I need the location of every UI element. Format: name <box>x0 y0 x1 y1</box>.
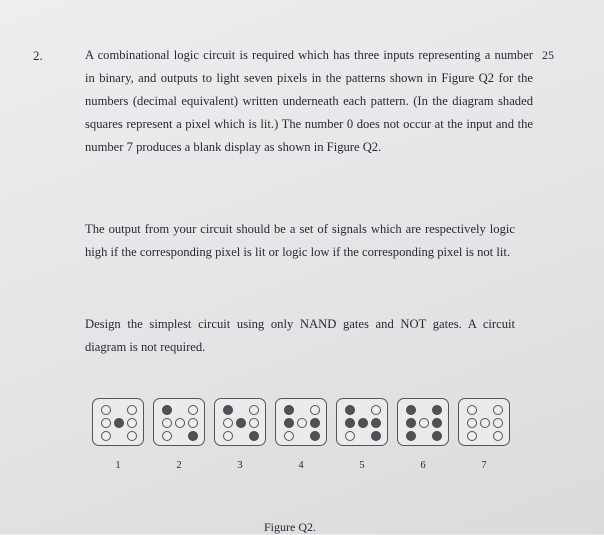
pixel-unlit <box>493 418 503 428</box>
pixel-unlit <box>223 418 233 428</box>
pattern-label: 3 <box>237 460 243 471</box>
pattern-label: 7 <box>481 460 487 471</box>
figure-caption: Figure Q2. <box>264 520 316 534</box>
pixel-lit <box>371 418 381 428</box>
pixel-unlit <box>467 431 477 441</box>
pixel-lit <box>345 405 355 415</box>
pixel-unlit <box>127 405 137 415</box>
pixel-lit <box>310 418 320 428</box>
pixel-unlit <box>467 418 477 428</box>
pixel-unlit <box>310 405 320 415</box>
pixel-unlit <box>162 418 172 428</box>
pixel-lit <box>236 418 246 428</box>
pixel-lit <box>223 405 233 415</box>
pattern-cell <box>92 398 144 446</box>
pixel-lit <box>432 418 442 428</box>
pixel-unlit <box>223 431 233 441</box>
pixel-unlit <box>493 431 503 441</box>
marks: 25 <box>542 48 554 62</box>
pattern-cell <box>214 398 266 446</box>
pattern-cell <box>275 398 327 446</box>
pixel-unlit <box>101 418 111 428</box>
pixel-unlit <box>101 431 111 441</box>
pattern-label: 2 <box>176 460 182 471</box>
pixel-unlit <box>175 418 185 428</box>
pixel-lit <box>249 431 259 441</box>
pattern-label: 1 <box>115 460 121 471</box>
pattern-label: 4 <box>298 460 304 471</box>
pixel-lit <box>284 405 294 415</box>
paragraph-1: A combinational logic circuit is required which has three inputs representing a number in binary, and outputs to light seven pixels in the patterns shown in Figure Q2 for the numbers (decimal equivalent) written underneath each pattern. (In the diagram shaded squares represent a pixel which is lit.) The number 0 does not occur at the input and the number 7 produces a blank display as shown in Figure Q2. <box>85 48 533 154</box>
paragraph-3: Design the simplest circuit using only NAND gates and NOT gates. A circuit diagram is not required. <box>85 317 515 354</box>
pixel-lit <box>358 418 368 428</box>
pattern-label: 5 <box>359 460 365 471</box>
pixel-lit <box>406 431 416 441</box>
pixel-unlit <box>345 431 355 441</box>
pixel-lit <box>406 418 416 428</box>
pixel-lit <box>371 431 381 441</box>
pixel-unlit <box>188 418 198 428</box>
pixel-unlit <box>127 418 137 428</box>
pixel-lit <box>345 418 355 428</box>
pixel-lit <box>188 431 198 441</box>
pixel-unlit <box>162 431 172 441</box>
pixel-unlit <box>127 431 137 441</box>
pixel-lit <box>284 418 294 428</box>
pixel-lit <box>310 431 320 441</box>
pixel-unlit <box>419 418 429 428</box>
pattern-cell <box>336 398 388 446</box>
pixel-unlit <box>284 431 294 441</box>
pixel-unlit <box>297 418 307 428</box>
pattern-cell <box>458 398 510 446</box>
pixel-lit <box>162 405 172 415</box>
question-number: 2. <box>33 48 43 63</box>
paragraph-2: The output from your circuit should be a set of signals which are respectively logic high if the corresponding pixel is lit or logic low if the corresponding pixel is not lit. <box>85 222 515 259</box>
pixel-lit <box>114 418 124 428</box>
pixel-unlit <box>371 405 381 415</box>
pixel-unlit <box>480 418 490 428</box>
pixel-unlit <box>101 405 111 415</box>
pixel-unlit <box>493 405 503 415</box>
pixel-unlit <box>188 405 198 415</box>
pixel-lit <box>432 431 442 441</box>
pattern-cell <box>397 398 449 446</box>
pixel-unlit <box>249 405 259 415</box>
pixel-lit <box>406 405 416 415</box>
pixel-lit <box>432 405 442 415</box>
pattern-cell <box>153 398 205 446</box>
pixel-unlit <box>249 418 259 428</box>
pattern-label: 6 <box>420 460 426 471</box>
pixel-unlit <box>467 405 477 415</box>
